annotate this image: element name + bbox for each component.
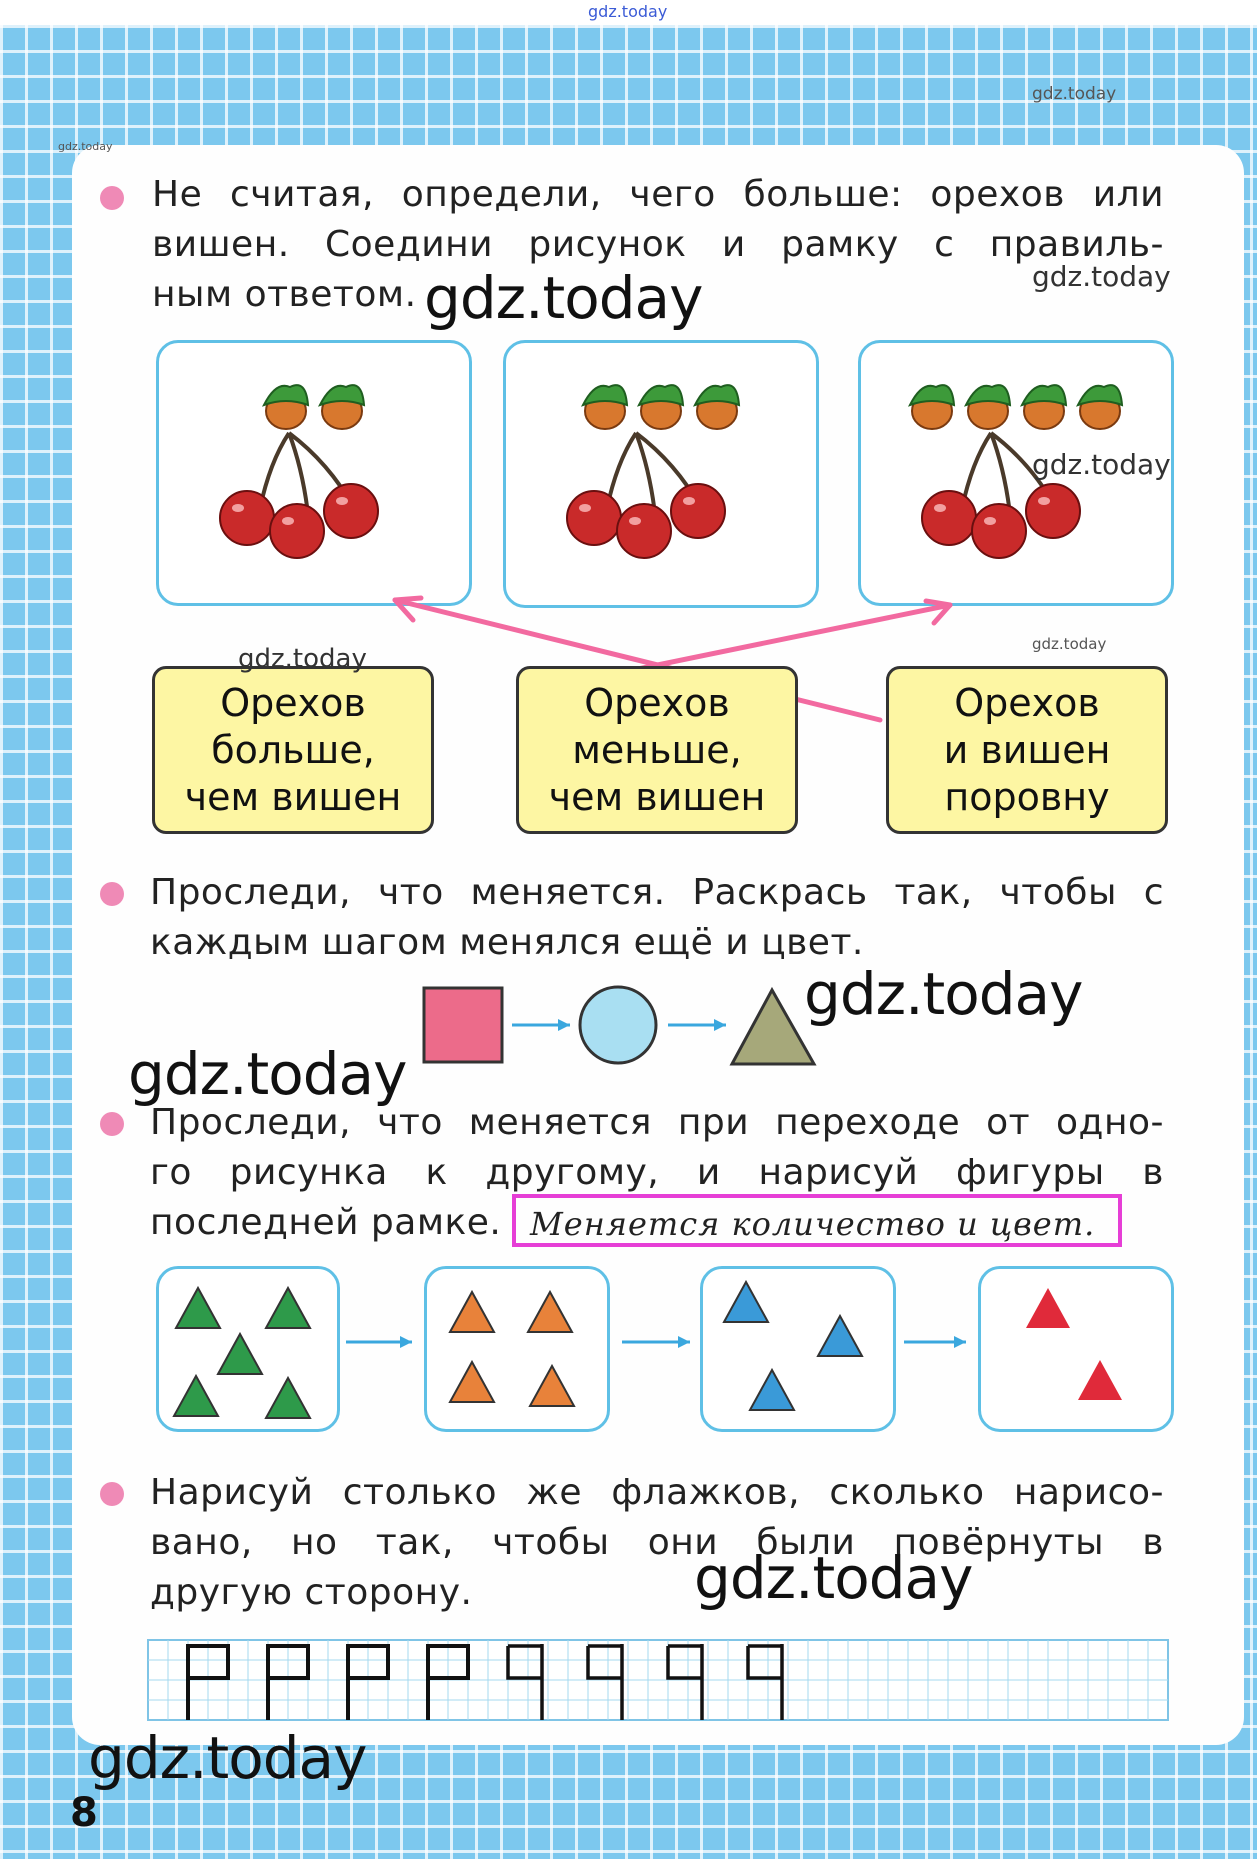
watermark: gdz.today — [88, 1724, 367, 1792]
task-bullet — [100, 1482, 124, 1506]
task2-line: Проследи, что меняется. Раскрась так, чтобы с — [150, 872, 1164, 913]
triangle-shape — [750, 1370, 794, 1410]
task3-line: Проследи, что меняется при переходе от одно- — [150, 1102, 1164, 1143]
watermark: gdz.today — [804, 960, 1083, 1028]
answer-line: Орехов — [584, 680, 730, 725]
arrow-head — [954, 1336, 966, 1348]
task1-line: вишен. Соедини рисунок и рамку с правиль- — [152, 224, 1164, 265]
watermark: gdz.today — [1032, 448, 1171, 481]
answer-line: чем вишен — [548, 774, 766, 819]
watermark: gdz.today — [1032, 260, 1171, 293]
task4-text — [150, 1468, 1164, 1618]
watermark: gdz.today — [424, 264, 703, 332]
task3-line: го рисунка к другому, и нарисуй фигуры в — [150, 1152, 1164, 1193]
answer-line: и вишен — [943, 727, 1111, 772]
watermark: gdz.today — [694, 1544, 973, 1612]
triangle-shape — [176, 1288, 220, 1328]
triangle-shape — [724, 1282, 768, 1322]
task4-line: Нарисуй столько же флажков, сколько нарисо- — [150, 1472, 1164, 1513]
triangle-shape — [218, 1334, 262, 1374]
watermark: gdz.today — [1032, 635, 1107, 653]
task4-line: вано, но так, чтобы они были повёрнуты в — [150, 1522, 1164, 1563]
watermark: gdz.today — [128, 1040, 407, 1108]
triangle-shape — [1026, 1288, 1070, 1328]
watermark-top: gdz.today — [588, 2, 668, 21]
triangle-shape — [528, 1292, 572, 1332]
answer-line: чем вишен — [184, 774, 402, 819]
arrow-head — [678, 1336, 690, 1348]
task1-line: Не считая, определи, чего больше: орехов или — [152, 174, 1164, 215]
triangle-shape — [818, 1316, 862, 1356]
triangle-shape — [266, 1288, 310, 1328]
task3-line: последней рамке. — [150, 1202, 502, 1243]
task4-line: другую сторону. — [150, 1572, 473, 1613]
answer-line: Орехов — [220, 680, 366, 725]
triangle-shape — [174, 1376, 218, 1416]
triangle-shape — [450, 1292, 494, 1332]
answer-line: больше, — [211, 727, 375, 772]
handwritten-answer: Меняется количество и цвет. — [512, 1194, 1122, 1247]
triangle-shape — [450, 1362, 494, 1402]
answer-line: меньше, — [572, 727, 742, 772]
watermark: gdz.today — [238, 644, 367, 674]
watermark: gdz.today — [58, 140, 113, 153]
answer-line: Орехов — [954, 680, 1100, 725]
page-number: 8 — [70, 1790, 98, 1836]
triangle-shape — [530, 1366, 574, 1406]
task1-line: ным ответом. — [152, 274, 417, 315]
watermark: gdz.today — [1032, 84, 1117, 104]
answer-line: поровну — [944, 774, 1110, 819]
task2-line: каждым шагом менялся ещё и цвет. — [150, 922, 864, 963]
flag-grid — [148, 1640, 1168, 1724]
arrow-head — [400, 1336, 412, 1348]
triangle-shape — [1078, 1360, 1122, 1400]
triangle-shape — [266, 1378, 310, 1418]
